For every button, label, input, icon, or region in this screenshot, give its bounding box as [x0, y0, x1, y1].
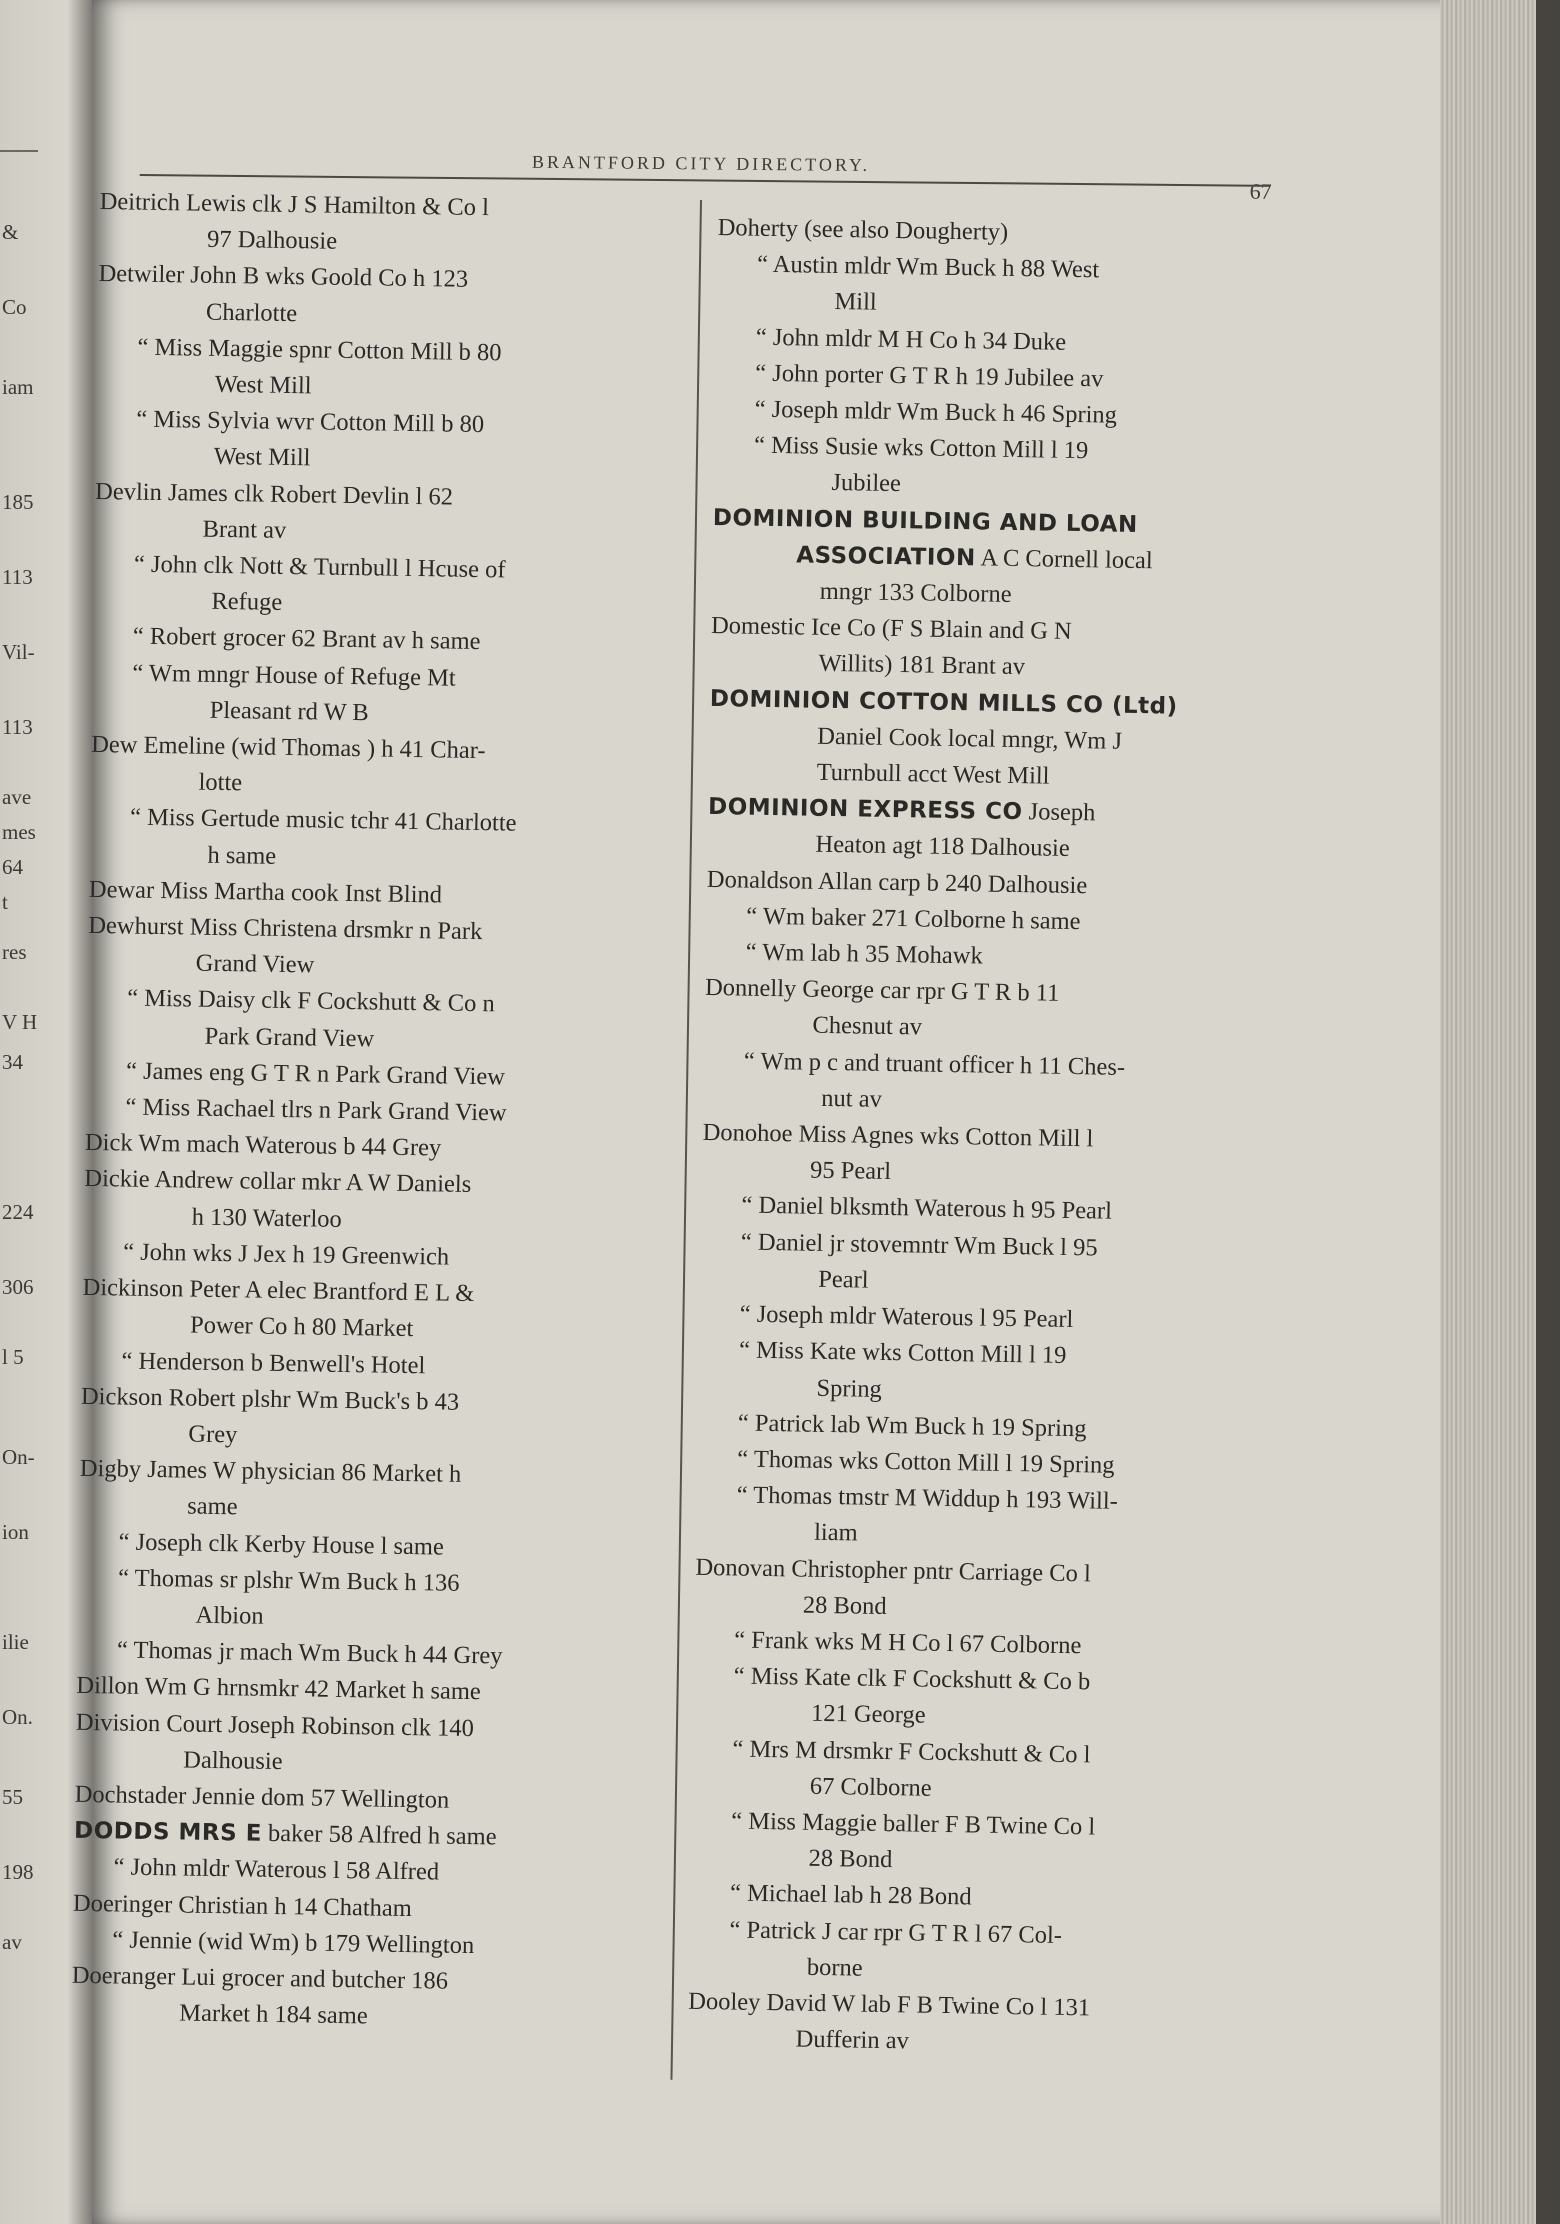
directory-entry — [708, 681, 1280, 799]
entry-line: “ Miss Gertude music tchr 41 Charlotte — [129, 804, 517, 838]
entry-line: Doeranger Lui grocer and butcher 186 — [71, 1961, 449, 1995]
previous-page-fragment: 198 — [2, 1860, 34, 1884]
previous-page-fragment: ave — [2, 785, 32, 809]
entry-line: “ Wm baker 271 Colborne h same — [746, 902, 1081, 935]
entry-line: “ Patrick lab Wm Buck h 19 Spring — [737, 1409, 1087, 1442]
entry-continuation: Dalhousie — [183, 1746, 283, 1775]
entry-line: “ Joseph mldr Waterous l 95 Pearl — [739, 1300, 1074, 1334]
entry-continuation: Willits) 181 Brant av — [818, 650, 1026, 681]
entry-line: Dooley David W lab F B Twine Co l 131 — [688, 1987, 1091, 2022]
directory-entry — [89, 799, 650, 880]
entry-line: Dickson Robert plshr Wm Buck's b 43 — [80, 1382, 460, 1416]
entry-continuation: borne — [806, 1953, 863, 1982]
previous-page-fragment: ilie — [2, 1630, 29, 1654]
entry-line: “ Austin mldr Wm Buck h 88 West — [756, 250, 1100, 284]
entry-continuation: same — [187, 1492, 238, 1521]
running-title: BRANTFORD CITY DIRECTORY. — [531, 151, 871, 176]
entry-line: “ Miss Maggie spnr Cotton Mill b 80 — [137, 333, 502, 367]
directory-entry — [704, 970, 1275, 1052]
entry-line: Detwiler John B wks Goold Co h 123 — [98, 260, 469, 294]
entry-text: A C Cornell local — [975, 544, 1153, 575]
entry-line: “ James eng G T R n Park Grand View — [125, 1057, 506, 1091]
entry-continuation: Heaton agt 118 Dalhousie — [815, 831, 1070, 863]
entry-line: Donnelly George car rpr G T R b 11 — [704, 974, 1060, 1008]
previous-page-rule — [0, 150, 38, 152]
directory-entry — [91, 655, 652, 736]
directory-entry — [86, 980, 647, 1061]
entry-line: “ John mldr M H Co h 34 Duke — [755, 323, 1067, 356]
previous-page-fragment: On- — [2, 1445, 35, 1469]
bold-business-name: DODDS MRS E — [73, 1817, 263, 1847]
entry-line: “ John mldr Waterous l 58 Alfred — [113, 1853, 440, 1886]
entry-continuation: Mill — [834, 288, 877, 317]
directory-entry — [703, 1043, 1274, 1125]
entry-line: Dick Wm mach Waterous b 44 Grey — [84, 1129, 442, 1162]
entry-continuation: nut av — [821, 1084, 883, 1113]
previous-page-fragment: 34 — [2, 1050, 23, 1074]
directory-entry — [75, 1704, 636, 1785]
previous-page-fragments — [0, 0, 60, 2224]
entry-text: Joseph — [1022, 798, 1096, 827]
directory-entry — [692, 1730, 1263, 1812]
left-column — [71, 184, 660, 2039]
entry-line: “ Patrick J car rpr G T R l 67 Col- — [729, 1915, 1063, 1949]
directory-entry — [82, 1270, 643, 1351]
entry-line: Division Court Joseph Robinson clk 140 — [75, 1708, 475, 1742]
bold-business-name: DOMINION BUILDING AND LOAN — [712, 504, 1138, 538]
entry-continuation: Chesnut av — [812, 1012, 923, 1041]
directory-entry — [94, 474, 655, 555]
previous-page-fragment: l 5 — [2, 1345, 24, 1369]
entry-continuation: 28 Bond — [808, 1844, 893, 1874]
directory-entry — [687, 1984, 1258, 2066]
entry-continuation: 95 Pearl — [809, 1156, 892, 1186]
directory-entry — [87, 908, 648, 989]
bold-business-name: ASSOCIATION — [796, 542, 976, 572]
entry-line: “ Miss Sylvia wvr Cotton Mill b 80 — [136, 405, 485, 439]
entry-continuation: West Mill — [214, 370, 312, 400]
entry-continuation: Brant av — [202, 515, 287, 544]
directory-entry — [689, 1911, 1260, 1993]
entry-line: Digby James W physician 86 Market h — [79, 1454, 462, 1488]
entry-line: “ Mrs M drsmkr F Cockshutt & Co l — [732, 1734, 1091, 1768]
previous-page-fragment: V H — [2, 1010, 38, 1034]
directory-entry — [79, 1451, 640, 1532]
entry-line: “ Miss Rachael tlrs n Park Grand View — [125, 1093, 507, 1127]
entry-line: Donaldson Allan carp b 240 Dalhousie — [706, 865, 1088, 899]
entry-continuation: Pleasant rd W B — [209, 696, 369, 727]
entry-line: Dochstader Jennie dom 57 Wellington — [74, 1780, 450, 1814]
entry-line: Domestic Ice Co (F S Blain and G N — [710, 612, 1072, 646]
entry-continuation: 121 George — [810, 1700, 926, 1729]
right-column — [687, 210, 1288, 2066]
previous-page-fragment: 55 — [2, 1785, 23, 1809]
entry-continuation: Pearl — [818, 1265, 869, 1294]
entry-continuation: Refuge — [211, 588, 283, 617]
directory-entry — [696, 1477, 1267, 1559]
directory-entry — [99, 184, 660, 265]
entry-line: “ Frank wks M H Co l 67 Colborne — [734, 1626, 1082, 1660]
entry-line: “ Miss Maggie baller F B Twine Co l — [731, 1807, 1096, 1841]
entry-continuation: 67 Colborne — [809, 1772, 932, 1802]
directory-entry — [90, 727, 651, 808]
directory-entry — [693, 1658, 1264, 1740]
entry-line: Donohoe Miss Agnes wks Cotton Mill l — [702, 1118, 1094, 1153]
entry-line: “ Wm mngr House of Refuge Mt — [132, 659, 456, 692]
entry-text: baker 58 Alfred h same — [261, 1819, 497, 1851]
entry-line: Deitrich Lewis clk J S Hamilton & Co l — [99, 187, 490, 222]
directory-entry — [710, 608, 1281, 690]
entry-line: Dewhurst Miss Christena drsmkr n Park — [88, 911, 483, 946]
previous-page-fragment: ion — [2, 1520, 29, 1544]
entry-line: “ Miss Kate wks Cotton Mill l 19 — [738, 1336, 1067, 1370]
entry-line: Doeringer Christian h 14 Chatham — [72, 1889, 413, 1922]
entry-line: Donovan Christopher pntr Carriage Co l — [695, 1553, 1091, 1587]
entry-continuation: Jubilee — [831, 469, 902, 498]
directory-entry — [707, 789, 1278, 871]
entry-line: “ Jennie (wid Wm) b 179 Wellington — [112, 1926, 475, 1959]
entry-continuation: Charlotte — [205, 298, 298, 327]
directory-entry — [71, 1958, 632, 2039]
entry-continuation: Grand View — [195, 949, 315, 979]
entry-line: “ Miss Daisy clk F Cockshutt & Co n — [126, 984, 495, 1018]
previous-page-fragment: 224 — [2, 1200, 34, 1224]
previous-page-fragment: av — [2, 1930, 22, 1954]
entry-line: Dew Emeline (wid Thomas ) h 41 Char- — [90, 730, 486, 765]
previous-page-fragment: & — [2, 220, 19, 244]
directory-entry — [98, 256, 659, 337]
entry-continuation: 28 Bond — [802, 1591, 887, 1620]
directory-entry — [702, 1115, 1273, 1197]
entry-line: “ Miss Susie wks Cotton Mill l 19 — [753, 431, 1089, 465]
entry-line: “ Joseph clk Kerby House l same — [118, 1527, 445, 1561]
entry-continuation: 97 Dalhousie — [206, 225, 338, 255]
directory-entry — [700, 1224, 1271, 1306]
directory-entry — [97, 329, 658, 410]
directory-entry — [711, 500, 1283, 618]
previous-page-fragment: Co — [2, 295, 27, 319]
previous-page-fragment: Vil- — [2, 640, 35, 664]
directory-entry — [695, 1549, 1266, 1631]
entry-continuation: Daniel Cook local mngr, Wm J — [817, 722, 1123, 755]
entry-line: Dillon Wm G hrnsmkr 42 Market h same — [76, 1672, 481, 1706]
entry-continuation: h 130 Waterloo — [191, 1203, 342, 1233]
entry-line: “ Michael lab h 28 Bond — [729, 1879, 972, 1911]
entry-line: “ Miss Kate clk F Cockshutt & Co b — [733, 1662, 1091, 1696]
previous-page-fragment: 113 — [2, 565, 33, 589]
previous-page-fragment: res — [2, 940, 27, 964]
entry-line: “ Robert grocer 62 Brant av h same — [132, 623, 481, 656]
entry-line: “ Thomas tmstr M Widdup h 193 Will- — [736, 1481, 1119, 1515]
entry-continuation: Turnbull acct West Mill — [816, 758, 1050, 790]
directory-entry — [698, 1332, 1269, 1414]
entry-continuation: Grey — [188, 1420, 238, 1449]
directory-entry — [77, 1560, 638, 1641]
entry-line: “ Henderson b Benwell's Hotel — [121, 1346, 426, 1379]
previous-page-fragment: t — [2, 890, 8, 914]
entry-continuation: Spring — [816, 1374, 883, 1403]
directory-entry — [95, 401, 656, 482]
directory-entry — [84, 1161, 645, 1242]
previous-page-fragment: mes — [2, 820, 36, 844]
entry-line: “ Wm p c and truant officer h 11 Ches- — [743, 1047, 1126, 1081]
page-number: 67 — [1249, 178, 1272, 204]
book-cover-edge — [1536, 0, 1560, 2224]
entry-line: “ John porter G T R h 19 Jubilee av — [755, 359, 1104, 393]
entry-line: “ Thomas jr mach Wm Buck h 44 Grey — [116, 1636, 503, 1670]
bold-business-name: DOMINION EXPRESS CO — [707, 794, 1023, 826]
previous-page-fragment: 306 — [2, 1275, 34, 1299]
previous-page-fragment: iam — [2, 375, 34, 399]
entry-continuation: Power Co h 80 Market — [189, 1311, 414, 1343]
entry-line: Dickinson Peter A elec Brantford E L & — [82, 1273, 475, 1308]
previous-page-fragment: 113 — [2, 715, 33, 739]
previous-page-fragment: On. — [2, 1705, 33, 1729]
directory-entry — [80, 1379, 641, 1460]
entry-line: Dewar Miss Martha cook Inst Blind — [88, 875, 443, 909]
entry-line: “ Thomas wks Cotton Mill l 19 Spring — [737, 1445, 1115, 1479]
entry-continuation: mngr 133 Colborne — [819, 577, 1012, 608]
entry-line: “ Thomas sr plshr Wm Buck h 136 — [117, 1564, 460, 1597]
entry-line: “ Joseph mldr Wm Buck h 46 Spring — [754, 395, 1118, 429]
entry-continuation: Park Grand View — [204, 1022, 375, 1053]
directory-entry — [716, 246, 1287, 328]
entry-line: “ John wks J Jex h 19 Greenwich — [123, 1238, 450, 1271]
entry-continuation: h same — [207, 841, 277, 870]
entry-line: Dickie Andrew collar mkr A W Daniels — [84, 1165, 472, 1199]
entry-line: “ Daniel jr stovemntr Wm Buck l 95 — [740, 1228, 1098, 1262]
entry-line: “ Daniel blksmth Waterous h 95 Pearl — [741, 1192, 1113, 1226]
entry-continuation: liam — [813, 1519, 858, 1547]
directory-entry — [690, 1803, 1261, 1885]
entry-line: “ John clk Nott & Turnbull l Hcuse of — [133, 550, 506, 584]
entry-continuation: Albion — [195, 1601, 264, 1630]
previous-page-fragment: 185 — [2, 490, 34, 514]
entry-line: Doherty (see also Dougherty) — [717, 213, 1009, 246]
directory-entry — [713, 427, 1284, 509]
entry-continuation: Market h 184 same — [179, 1999, 368, 2030]
entry-continuation: Dufferin av — [795, 2025, 910, 2055]
bold-business-name: DOMINION COTTON MILLS CO (Ltd) — [709, 685, 1178, 720]
previous-page-fragment: 64 — [2, 855, 23, 879]
entry-continuation: West Mill — [213, 443, 311, 472]
entry-line: “ Wm lab h 35 Mohawk — [745, 938, 983, 970]
entry-line: Devlin James clk Robert Devlin l 62 — [94, 477, 454, 511]
directory-entry — [93, 546, 654, 627]
entry-continuation: lotte — [198, 768, 243, 797]
